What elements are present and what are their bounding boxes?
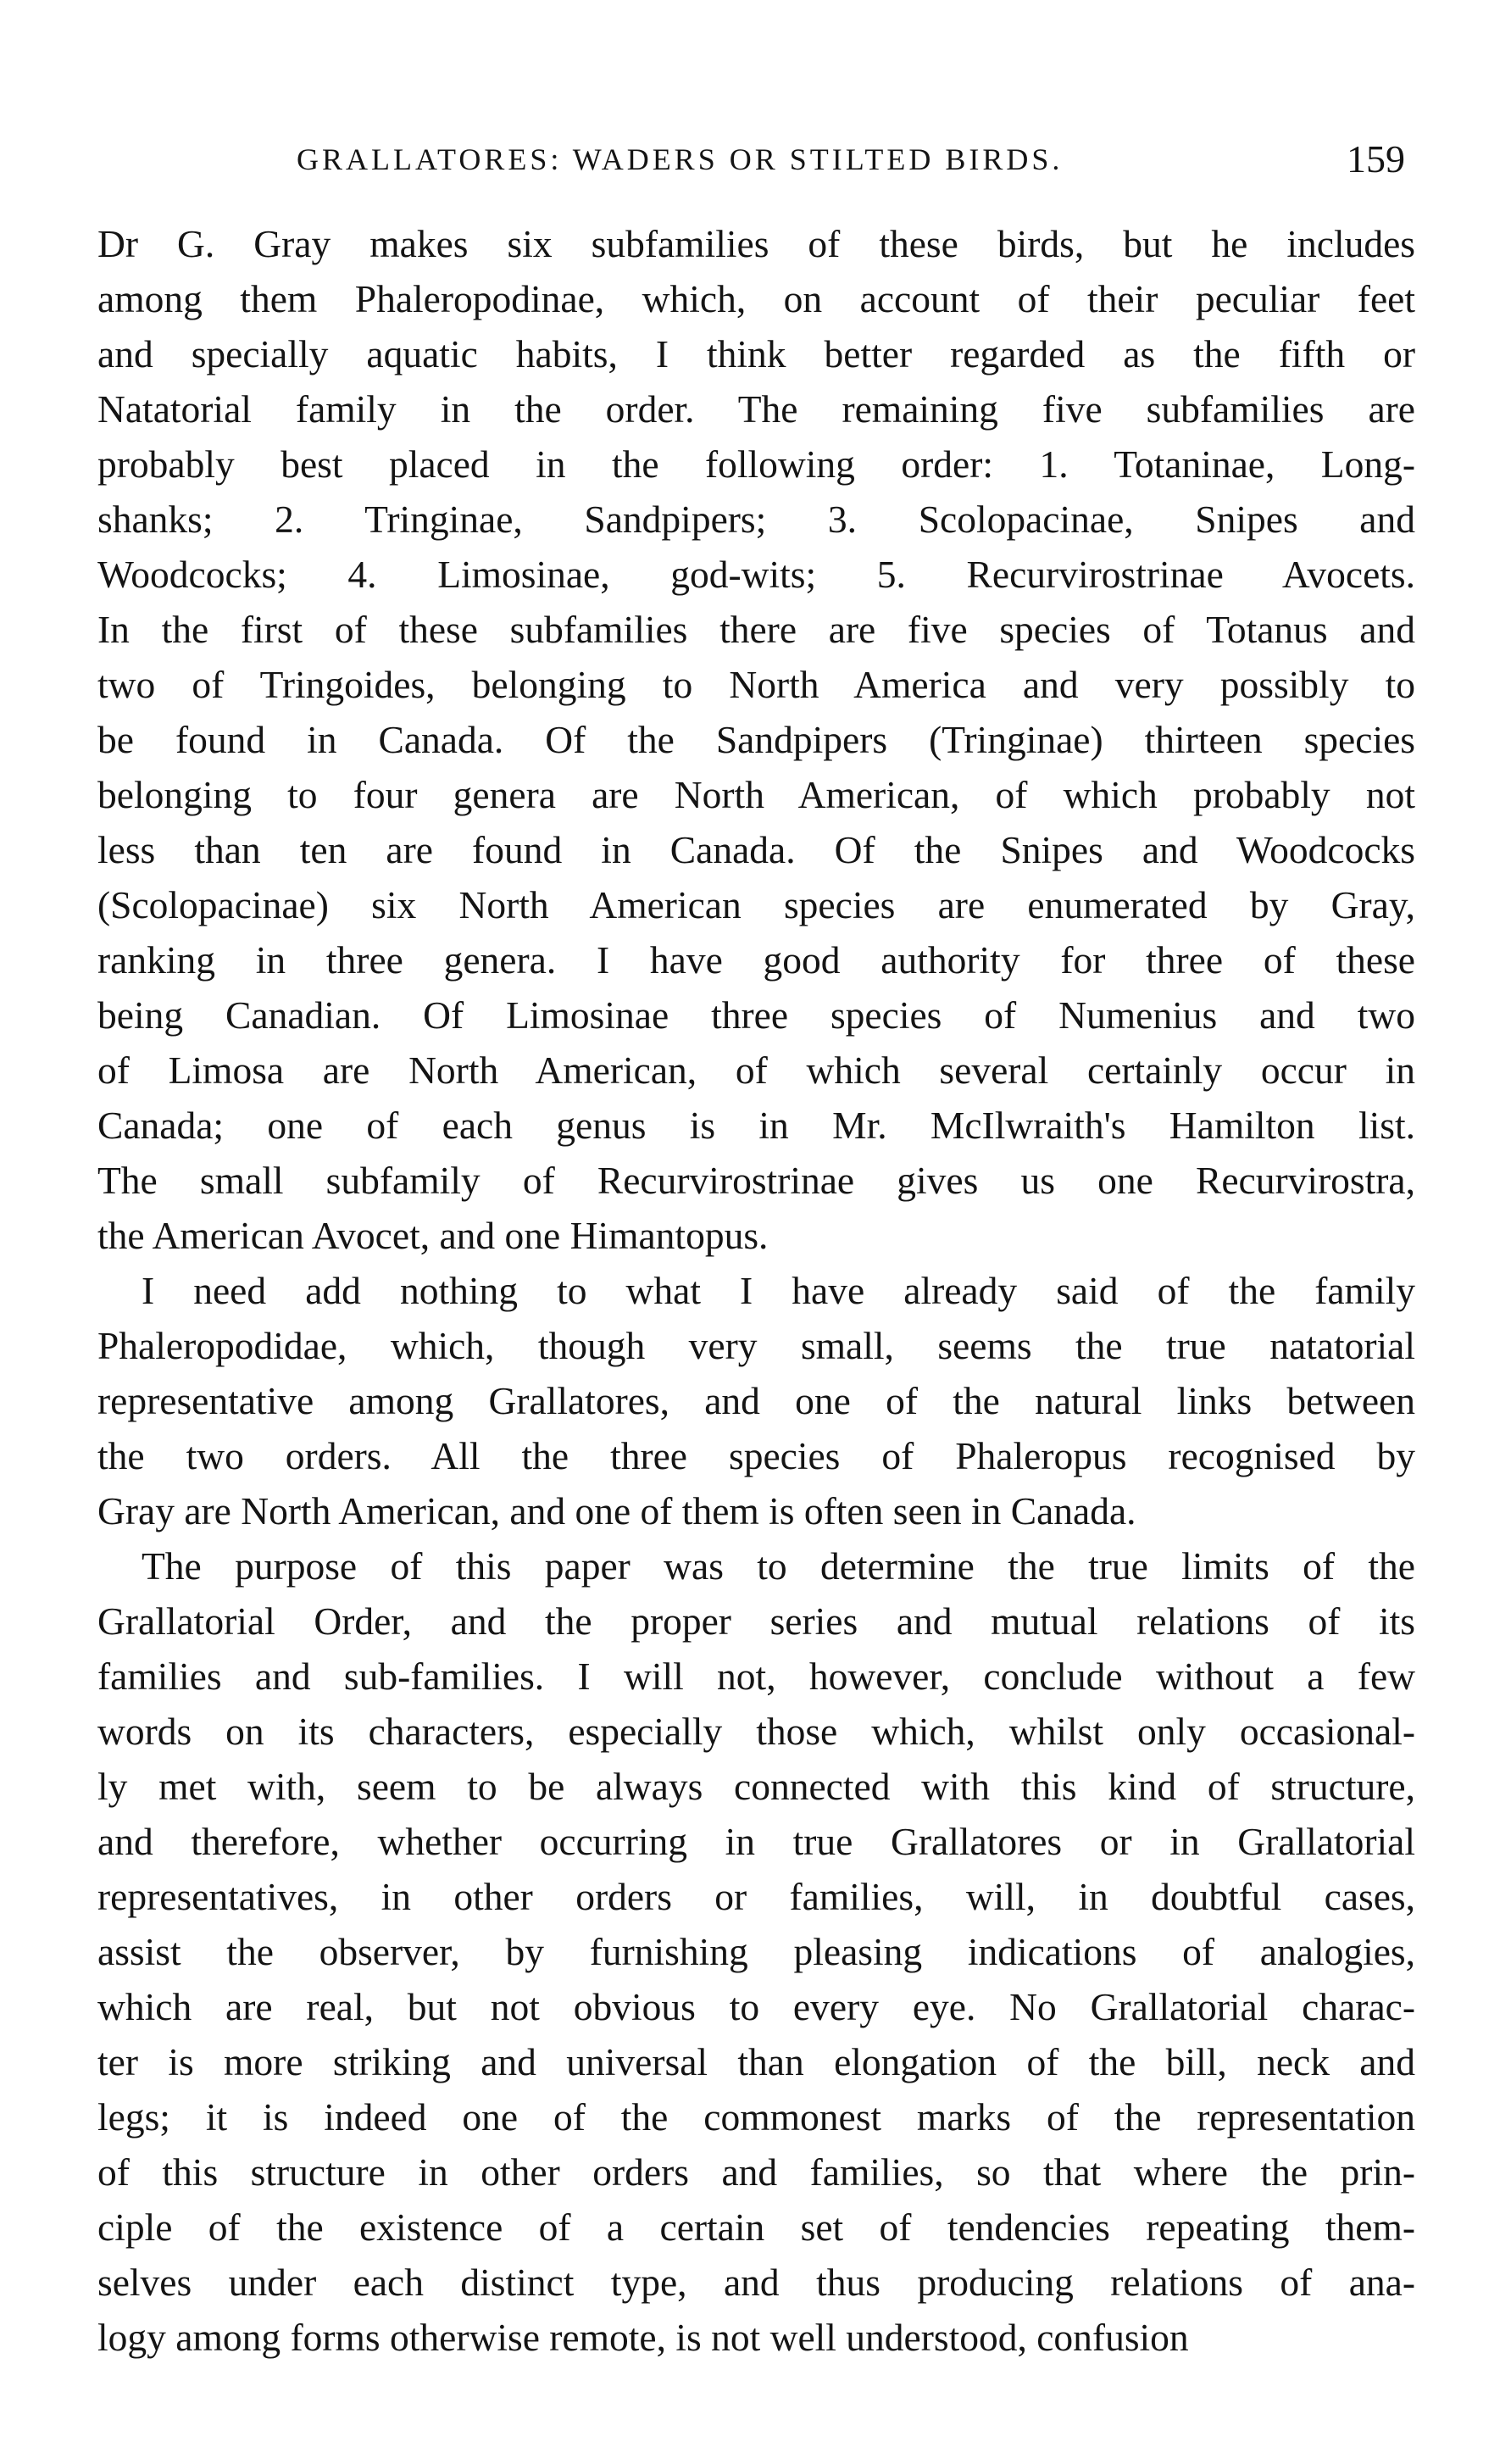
page-number: 159 [1347,137,1405,181]
text-line: less than ten are found in Canada. Of the Snipes and Woodcocks [97,828,1415,871]
text-line: belonging to four genera are North American, of which probably not [97,773,1415,816]
text-line: The purpose of this paper was to determine the true limits of the [142,1544,1415,1588]
text-line: and specially aquatic habits, I think better regarded as the fifth or [97,332,1415,375]
text-line: the two orders. All the three species of Phaleropus recognised by [97,1434,1415,1477]
text-line: representatives, in other orders or families, will, in doubtful cases, [97,1875,1415,1918]
text-line: logy among forms otherwise remote, is not well understood, confusion [97,2316,1189,2359]
text-line: The small subfamily of Recurvirostrinae gives us one Recurvirostra, [97,1159,1415,1202]
text-line: of Limosa are North American, of which several certainly occur in [97,1048,1415,1092]
text-line: (Scolopacinae) six North American species are enumerated by Gray, [97,883,1415,926]
running-title: GRALLATORES: WADERS OR STILTED BIRDS. [297,142,1064,176]
text-line: assist the observer, by furnishing pleasing indications of analogies, [97,1930,1415,1973]
text-line: Natatorial family in the order. The remaining five subfamilies are [97,387,1415,431]
text-line: representative among Grallatores, and one of the natural links between [97,1379,1415,1422]
text-line: Canada; one of each genus is in Mr. McIlwraith's Hamilton list. [97,1104,1415,1147]
paragraph [97,216,1415,1263]
text-line: probably best placed in the following order: 1. Totaninae, Long- [97,442,1415,486]
running-head [97,134,1415,185]
text-line: families and sub-families. I will not, however, conclude without a few [97,1655,1415,1698]
paragraph [97,1263,1415,1538]
text-line: In the first of these subfamilies there are five species of Totanus and [97,608,1415,651]
text-line: among them Phaleropodinae, which, on account of their peculiar feet [97,277,1415,320]
text-line: words on its characters, especially those which, whilst only occasional- [97,1710,1415,1753]
text-line: being Canadian. Of Limosinae three species of Numenius and two [97,993,1415,1037]
text-line: ciple of the existence of a certain set of tendencies repeating them- [97,2205,1415,2249]
text-line: legs; it is indeed one of the commonest marks of the representation [97,2095,1415,2139]
text-line: which are real, but not obvious to every eye. No Grallatorial charac- [97,1985,1415,2028]
text-line: Grallatorial Order, and the proper series and mutual relations of its [97,1599,1415,1643]
text-line: two of Tringoides, belonging to North America and very possibly to [97,663,1415,706]
text-line: Phaleropodidae, which, though very small, seems the true natatorial [97,1324,1415,1367]
text-line: be found in Canada. Of the Sandpipers (Tringinae) thirteen species [97,718,1415,761]
text-line: ly met with, seem to be always connected with this kind of structure, [97,1765,1415,1808]
text-line: ranking in three genera. I have good authority for three of these [97,938,1415,982]
text-line: of this structure in other orders and families, so that where the prin- [97,2150,1415,2194]
text-line: Gray are North American, and one of them is often seen in Canada. [97,1489,1136,1532]
text-line: ter is more striking and universal than elongation of the bill, neck and [97,2040,1415,2083]
text-line: shanks; 2. Tringinae, Sandpipers; 3. Scolopacinae, Snipes and [97,498,1415,541]
text-line: and therefore, whether occurring in true Grallatores or in Grallatorial [97,1820,1415,1863]
body-text [97,216,1415,2365]
paragraph [97,1538,1415,2365]
text-line: selves under each distinct type, and thus producing relations of ana- [97,2261,1415,2304]
text-line: Woodcocks; 4. Limosinae, god-wits; 5. Recurvirostrinae Avocets. [97,553,1415,596]
paragraph-container [97,216,1415,2365]
text-line: I need add nothing to what I have already said of the family [142,1269,1415,1312]
text-line: the American Avocet, and one Himantopus. [97,1214,769,1257]
text-line: Dr G. Gray makes six subfamilies of these birds, but he includes [97,222,1415,265]
